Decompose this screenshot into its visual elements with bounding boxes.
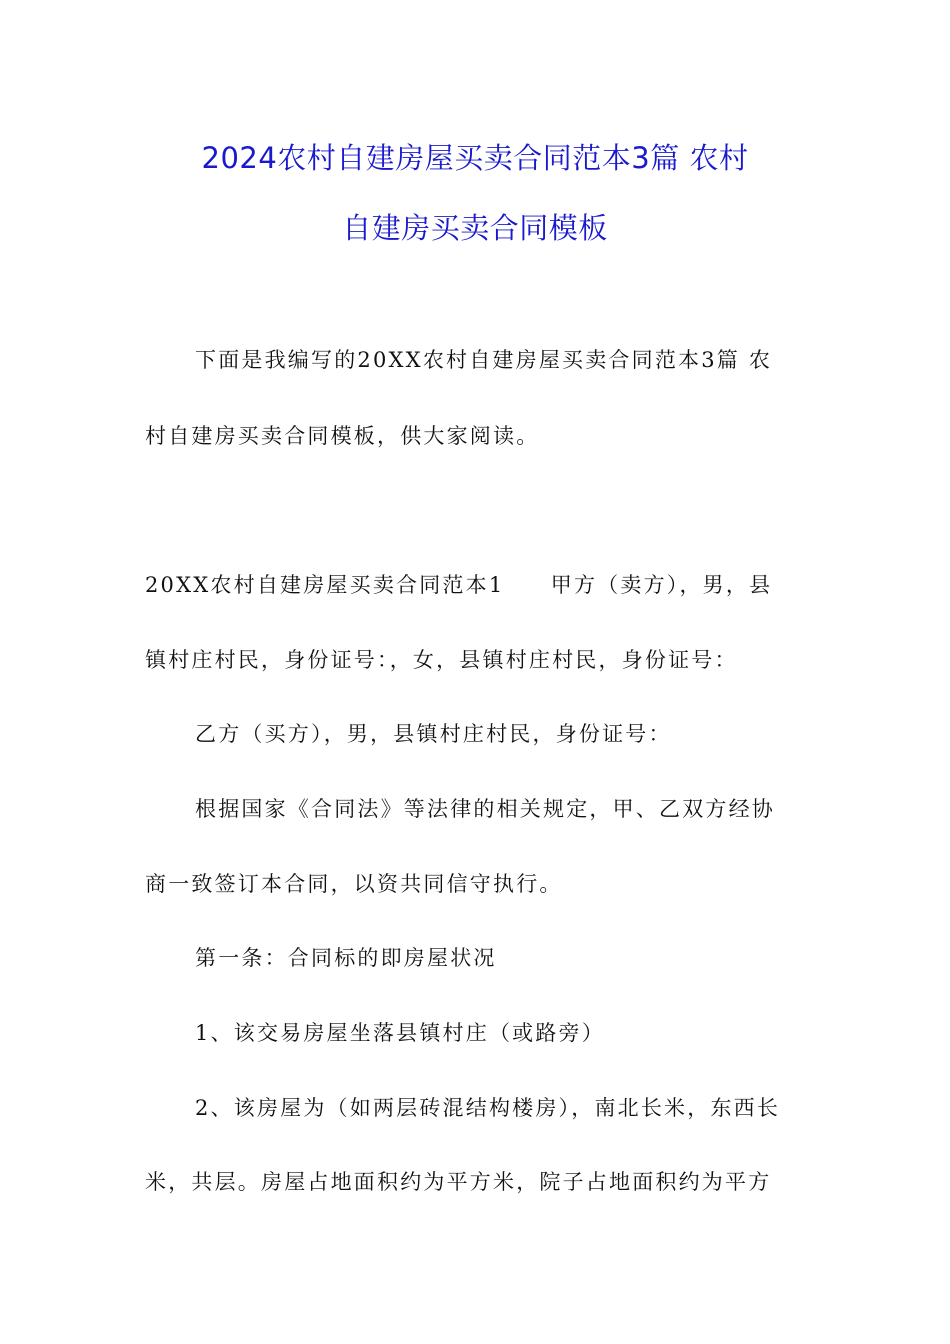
body-line-1: 20XX农村自建房屋买卖合同范本1 甲方（卖方），男，县 <box>145 573 773 597</box>
body-line-9: 米，共层。房屋占地面积约为平方米，院子占地面积约为平方 <box>145 1170 772 1194</box>
intro-line-2: 村自建房买卖合同模板，供大家阅读。 <box>145 424 540 448</box>
body-line-6: 第一条：合同标的即房屋状况 <box>195 946 497 970</box>
body-line-3: 乙方（买方），男，县镇村庄村民，身份证号： <box>195 722 672 746</box>
intro-line-1: 下面是我编写的20XX农村自建房屋买卖合同范本3篇 农 <box>195 348 773 372</box>
body-line-2: 镇村庄村民，身份证号：，女，县镇村庄村民，身份证号： <box>145 648 738 672</box>
body-line-5: 商一致签订本合同，以资共同信守执行。 <box>145 872 563 896</box>
body-line-8: 2、该房屋为（如两层砖混结构楼房），南北长米，东西长 <box>195 1096 781 1120</box>
body-line-7: 1、该交易房屋坐落县镇村庄（或路旁） <box>195 1021 605 1045</box>
document-title-line-2: 自建房买卖合同模板 <box>342 211 608 245</box>
document-title-line-1: 2024农村自建房屋买卖合同范本3篇 农村 <box>201 141 749 175</box>
body-line-4: 根据国家《合同法》等法律的相关规定，甲、乙双方经协 <box>195 797 775 821</box>
